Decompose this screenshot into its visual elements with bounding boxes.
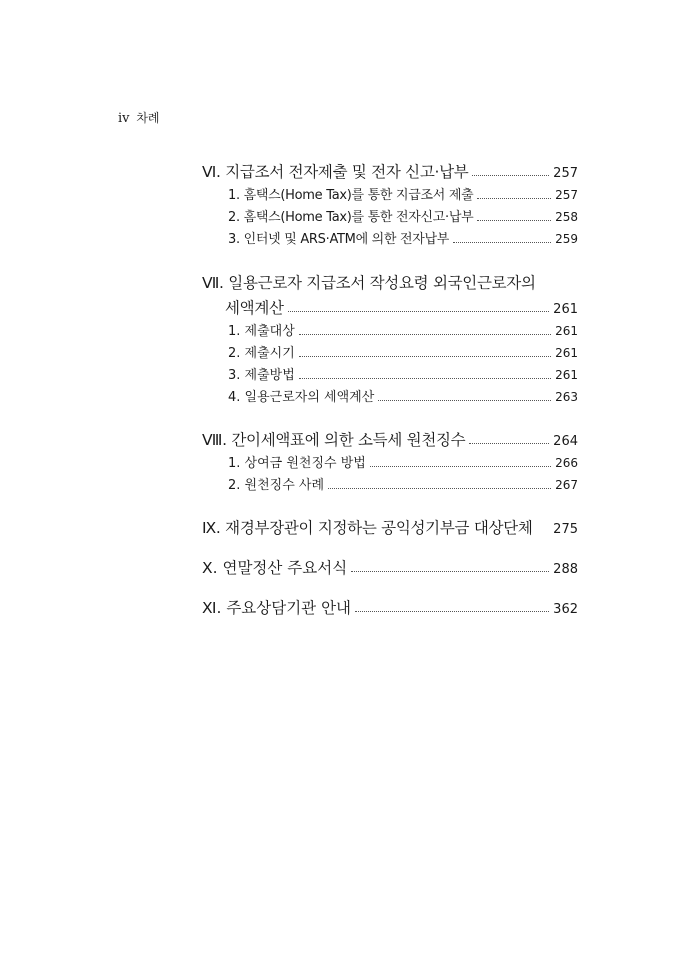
header-title: 차례 (136, 111, 160, 125)
toc-label: Ⅺ. 주요상담기관 안내 (202, 599, 352, 617)
dot-leader (299, 378, 551, 379)
toc-label: 1. 상여금 원천징수 방법 (228, 456, 366, 471)
toc-item[interactable] (202, 386, 578, 408)
dot-leader (453, 242, 551, 243)
dot-leader (477, 198, 551, 199)
toc-page-number: 258 (555, 210, 578, 224)
toc-label: 4. 일용근로자의 세액계산 (228, 390, 375, 405)
toc-label: 3. 제출방법 (228, 368, 295, 383)
dot-leader (469, 443, 549, 444)
toc-page-number: 259 (555, 232, 578, 246)
toc-label: 3. 인터넷 및 ARS·ATM에 의한 전자납부 (228, 232, 450, 247)
dot-leader (370, 466, 551, 467)
toc-section-11[interactable] (202, 596, 578, 620)
toc-page-number: 263 (555, 390, 578, 404)
toc-label: 2. 제출시기 (228, 346, 295, 361)
toc-item[interactable] (202, 364, 578, 386)
toc-label: 2. 홈택스(Home Tax)를 통한 전자신고·납부 (228, 210, 474, 225)
toc-page-number: 266 (555, 456, 578, 470)
toc-page-number: 261 (555, 368, 578, 382)
toc-page-number: 261 (555, 346, 578, 360)
toc-item[interactable] (202, 474, 578, 496)
toc-label: 1. 홈택스(Home Tax)를 통한 지급조서 제출 (228, 188, 474, 203)
toc-label: Ⅵ. 지급조서 전자제출 및 전자 신고·납부 (202, 163, 469, 181)
toc-label: Ⅹ. 연말정산 주요서식 (202, 559, 348, 577)
toc-section-9[interactable] (202, 516, 578, 540)
toc-page-number: 362 (553, 602, 578, 617)
dot-leader (472, 175, 549, 176)
toc-page-number: 261 (553, 302, 578, 317)
table-of-contents (202, 160, 578, 620)
toc-item[interactable] (202, 184, 578, 206)
toc-page-number: 257 (555, 188, 578, 202)
toc-section-7[interactable] (202, 296, 578, 320)
toc-label: Ⅸ. 재경부장관이 지정하는 공익성기부금 대상단체 (202, 519, 533, 537)
dot-leader (355, 611, 549, 612)
toc-page-number: 257 (553, 166, 578, 181)
toc-label: Ⅶ. 일용근로자 지급조서 작성요령 외국인근로자의 (202, 274, 536, 292)
dot-leader (299, 356, 551, 357)
dot-leader (537, 531, 550, 532)
dot-leader (477, 220, 551, 221)
dot-leader (328, 488, 551, 489)
toc-section-7-line1[interactable] (202, 270, 578, 296)
toc-item[interactable] (202, 342, 578, 364)
dot-leader (299, 334, 551, 335)
dot-leader (378, 400, 551, 401)
toc-item[interactable] (202, 320, 578, 342)
toc-item[interactable] (202, 228, 578, 250)
toc-label: 2. 원천징수 사례 (228, 478, 325, 493)
toc-item[interactable] (202, 206, 578, 228)
toc-label: Ⅷ. 간이세액표에 의한 소득세 원천징수 (202, 431, 466, 449)
dot-leader (288, 311, 549, 312)
dot-leader (351, 571, 549, 572)
toc-page-number: 275 (553, 522, 578, 537)
toc-page-number: 267 (555, 478, 578, 492)
toc-section-6[interactable] (202, 160, 578, 184)
page-header (118, 109, 160, 126)
toc-section-10[interactable] (202, 556, 578, 580)
toc-page-number: 261 (555, 324, 578, 338)
toc-item[interactable] (202, 452, 578, 474)
toc-label: 세액계산 (225, 299, 284, 317)
toc-page-number: 264 (553, 434, 578, 449)
toc-page-number: 288 (553, 562, 578, 577)
toc-label: 1. 제출대상 (228, 324, 295, 339)
page-number-roman: iv (118, 111, 130, 126)
toc-section-8[interactable] (202, 428, 578, 452)
